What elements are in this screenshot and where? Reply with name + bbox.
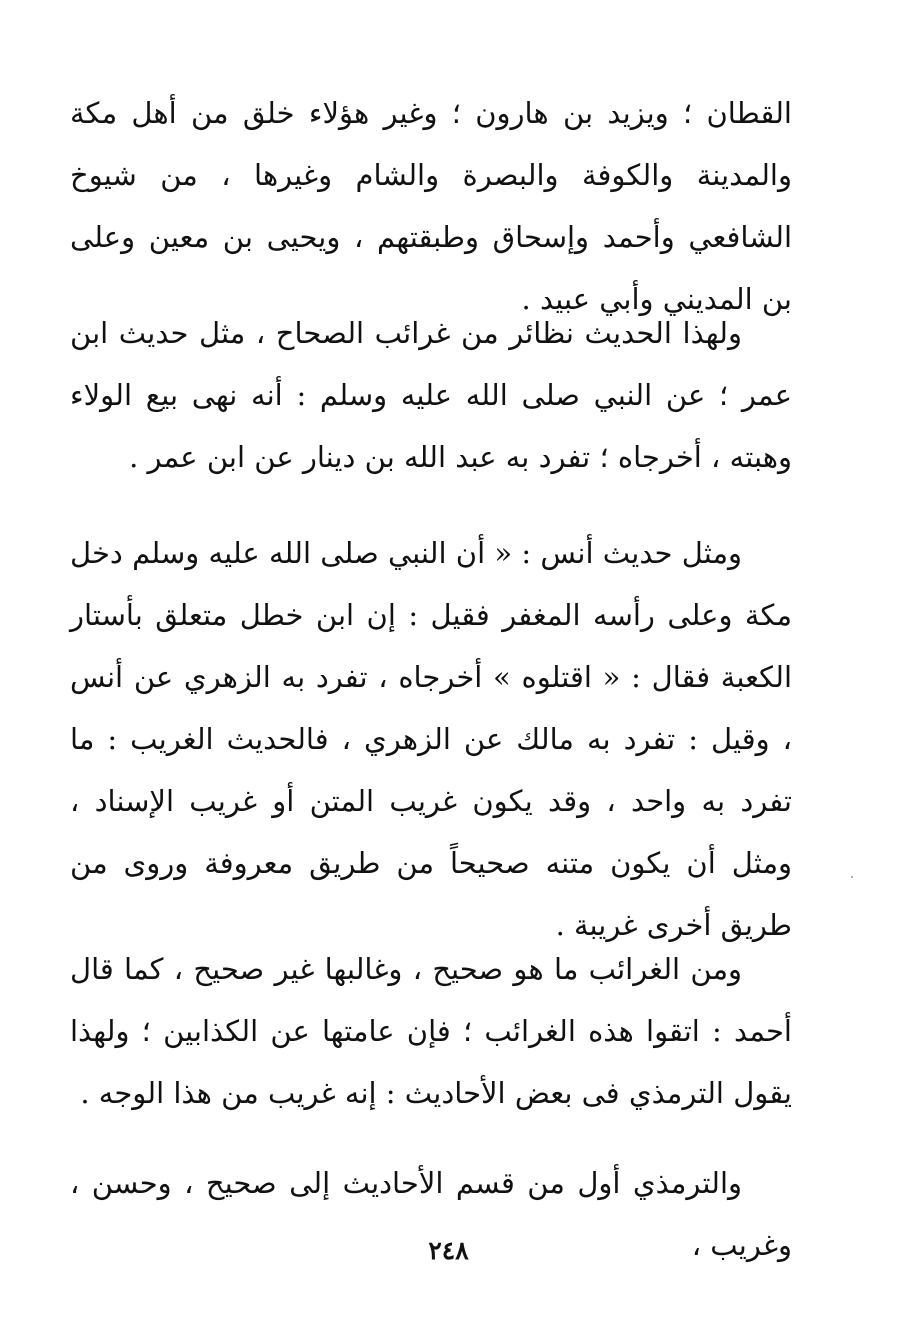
page-number: ٢٤٨ <box>428 1236 469 1265</box>
paragraph-anas-hadith: ومثل حديث أنس : « أن النبي صلى الله عليه وسلم دخل مكة وعلى رأسه المغفر فقيل : إن ابن خطل متعلق بأستار الكعبة فقال : « اقتلوه » أخرجاه ، تفرد به الزهري عن أنس ، وقيل : تفرد به مالك عن الزهري ، فالحديث الغريب : ما تفرد به واحد ، وقد يكون غريب المتن أو غريب الإسناد ، ومثل أن يكون متنه صحيحاً من طريق معروفة وروى من طريق أخرى غريبة . <box>70 536 792 942</box>
paragraph-tirmidhi: والترمذي أول من قسم الأحاديث إلى صحيح ، وحسن ، وغريب ، <box>70 1166 792 1262</box>
paragraph-continuation: القطان ؛ ويزيد بن هارون ؛ وغير هؤلاء خلق من أهل مكة والمدينة والكوفة والبصرة والشام وغيرها ، من شيوخ الشافعي وأحمد وإسحاق وطبقتهم ، ويحيى بن معين وعلى بن المديني وأبي عبيد . <box>70 96 792 316</box>
scan-speck <box>851 876 853 878</box>
paragraph-ibn-umar-hadith: ولهذا الحديث نظائر من غرائب الصحاح ، مثل حديث ابن عمر ؛ عن النبي صلى الله عليه وسلم : أنه نهى بيع الولاء وهبته ، أخرجاه ؛ تفرد به عبد الله بن دينار عن ابن عمر . <box>70 316 792 474</box>
paragraph-gharaib: ومن الغرائب ما هو صحيح ، وغالبها غير صحيح ، كما قال أحمد : اتقوا هذه الغرائب ؛ فإن عامتها عن الكذابين ؛ ولهذا يقول الترمذي فى بعض الأحاديث : إنه غريب من هذا الوجه . <box>70 952 792 1110</box>
